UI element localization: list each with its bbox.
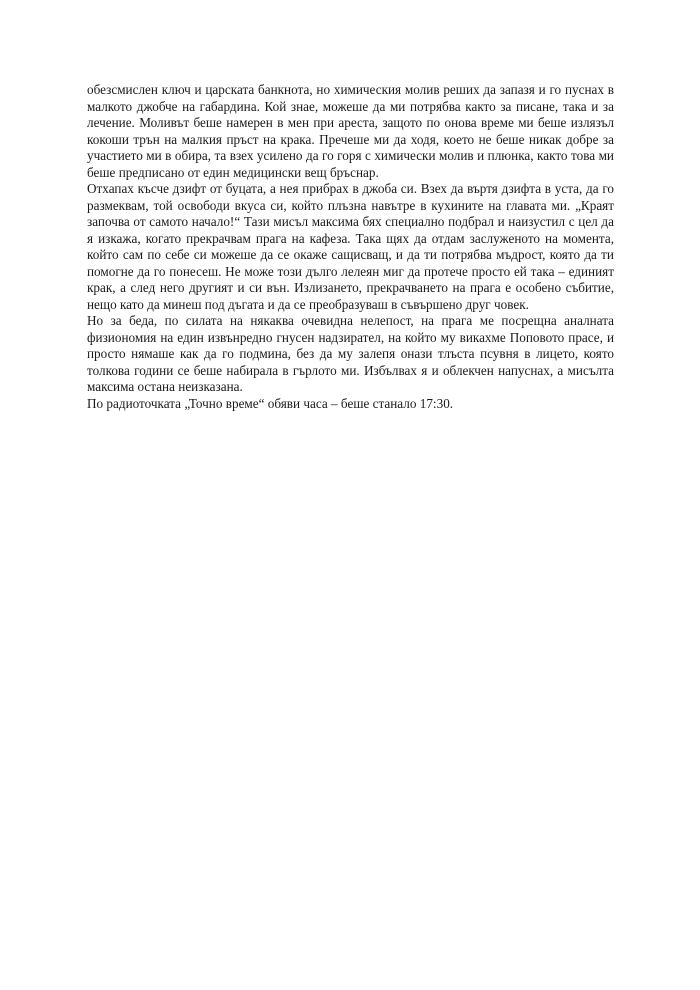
paragraph-3: Но за беда, по силата на някаква очевидна нелепост, на прага ме посрещна аналната физиономия на един извънредно гнусен надзирател, на който му викахме Поповото прасе, и просто нямаше как да го подмина, без да му залепя онази тлъста псувня в лицето, която толкова години се беше набирала в гърлото ми. Избълвах я и облекчен напуснах, а мисълта максима остана неизказана. <box>87 313 614 394</box>
body-text <box>87 82 614 412</box>
paragraph-2: Отхапах късче дзифт от буцата, а нея прибрах в джоба си. Взех да въртя дзифта в уста, да го размеквам, той освободи вкуса си, който плъзна навътре в кухините на главата ми. „Краят започва от самото начало!“ Тази мисъл максима бях специално подбрал и наизустил с цел да я изкажа, когато прекрачвам прага на кафеза. Така щях да отдам заслуженото на момента, който сам по себе си можеше да се окаже сащисващ, и да ти потрябва мъдрост, която да ти помогне да го понесеш. Не може този дълго лелеян миг да протече просто ей така – единият крак, а след него другият и си вън. Излизането, прекрачването на прага е особено събитие, нещо като да минеш под дъгата и да се преобразуваш в съвършено друг човек. <box>87 181 614 312</box>
paragraph-1: обезсмислен ключ и царската банкнота, но химическия молив реших да запазя и го пуснах в малкото джобче на габардина. Кой знае, можеше да ми потрябва както за писане, така и за лечение. Моливът беше намерен в мен при ареста, защото по онова време ми беше излязъл кокоши трън на малкия пръст на крака. Пречеше ми да ходя, което не беше никак добре за участието ми в обира, та взех усилено да го горя с химически молив и плюнка, както това ми беше предписано от един медицински вещ бръснар. <box>87 82 614 180</box>
paragraph-4: По радиоточката „Точно време“ обяви часа – беше станало 17:30. <box>87 395 454 411</box>
